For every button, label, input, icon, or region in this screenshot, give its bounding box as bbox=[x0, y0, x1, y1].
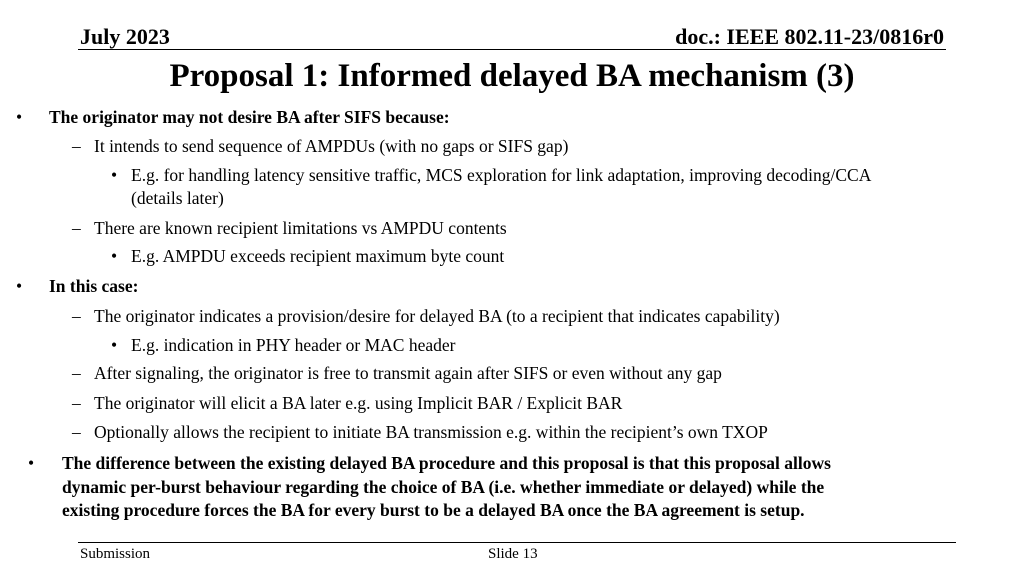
sub-known-limitations: There are known recipient limitations vs AMPDU contents bbox=[94, 218, 507, 238]
bullet-marker: • bbox=[111, 165, 118, 185]
sub-intends-sequence: It intends to send sequence of AMPDUs (with no gaps or SIFS gap) bbox=[94, 136, 569, 156]
sub-recipient-initiate: Optionally allows the recipient to initiate BA transmission e.g. within the recipient’s own TXOP bbox=[94, 422, 768, 442]
sub-originator-indicates: The originator indicates a provision/desire for delayed BA (to a recipient that indicates capability) bbox=[94, 306, 780, 326]
bullet-marker: • bbox=[111, 335, 118, 355]
header-rule bbox=[78, 49, 946, 50]
slide-title: Proposal 1: Informed delayed BA mechanism (3) bbox=[169, 58, 855, 94]
bullet-originator-not-desire: The originator may not desire BA after SIFS because: bbox=[49, 107, 450, 127]
bullet-difference-line-3: existing procedure forces the BA for every burst to be a delayed BA once the BA agreement is setup. bbox=[62, 500, 805, 520]
header-doc-id: doc.: IEEE 802.11-23/0816r0 bbox=[675, 24, 944, 49]
dash-marker: – bbox=[72, 306, 81, 326]
footer-submission: Submission bbox=[80, 546, 151, 562]
bullet-in-this-case: In this case: bbox=[49, 276, 139, 296]
header-date: July 2023 bbox=[80, 24, 170, 49]
dash-marker: – bbox=[72, 136, 81, 156]
dash-marker: – bbox=[72, 393, 81, 413]
subsub-ampdu-exceeds: E.g. AMPDU exceeds recipient maximum byte count bbox=[131, 246, 505, 266]
footer-rule bbox=[78, 542, 956, 543]
dash-marker: – bbox=[72, 218, 81, 238]
bullet-difference-line-1: The difference between the existing delayed BA procedure and this proposal is that this proposal allows bbox=[62, 453, 831, 473]
sub-elicit-ba: The originator will elicit a BA later e.g. using Implicit BAR / Explicit BAR bbox=[94, 393, 623, 413]
bullet-marker: • bbox=[111, 246, 118, 266]
subsub-phy-mac-header: E.g. indication in PHY header or MAC header bbox=[131, 335, 456, 355]
subsub-latency-traffic: E.g. for handling latency sensitive traffic, MCS exploration for link adaptation, improving decoding/CCA bbox=[131, 165, 872, 185]
bullet-difference-line-2: dynamic per-burst behaviour regarding the choice of BA (i.e. whether immediate or delayed) while the bbox=[62, 477, 825, 497]
footer-slide-number: Slide 13 bbox=[488, 546, 538, 562]
sub-after-signaling: After signaling, the originator is free to transmit again after SIFS or even without any gap bbox=[94, 363, 722, 383]
dash-marker: – bbox=[72, 422, 81, 442]
bullet-marker: • bbox=[28, 453, 35, 473]
subsub-latency-traffic-cont: (details later) bbox=[131, 188, 224, 208]
bullet-marker: • bbox=[16, 276, 23, 296]
bullet-marker: • bbox=[16, 107, 23, 127]
dash-marker: – bbox=[72, 363, 81, 383]
